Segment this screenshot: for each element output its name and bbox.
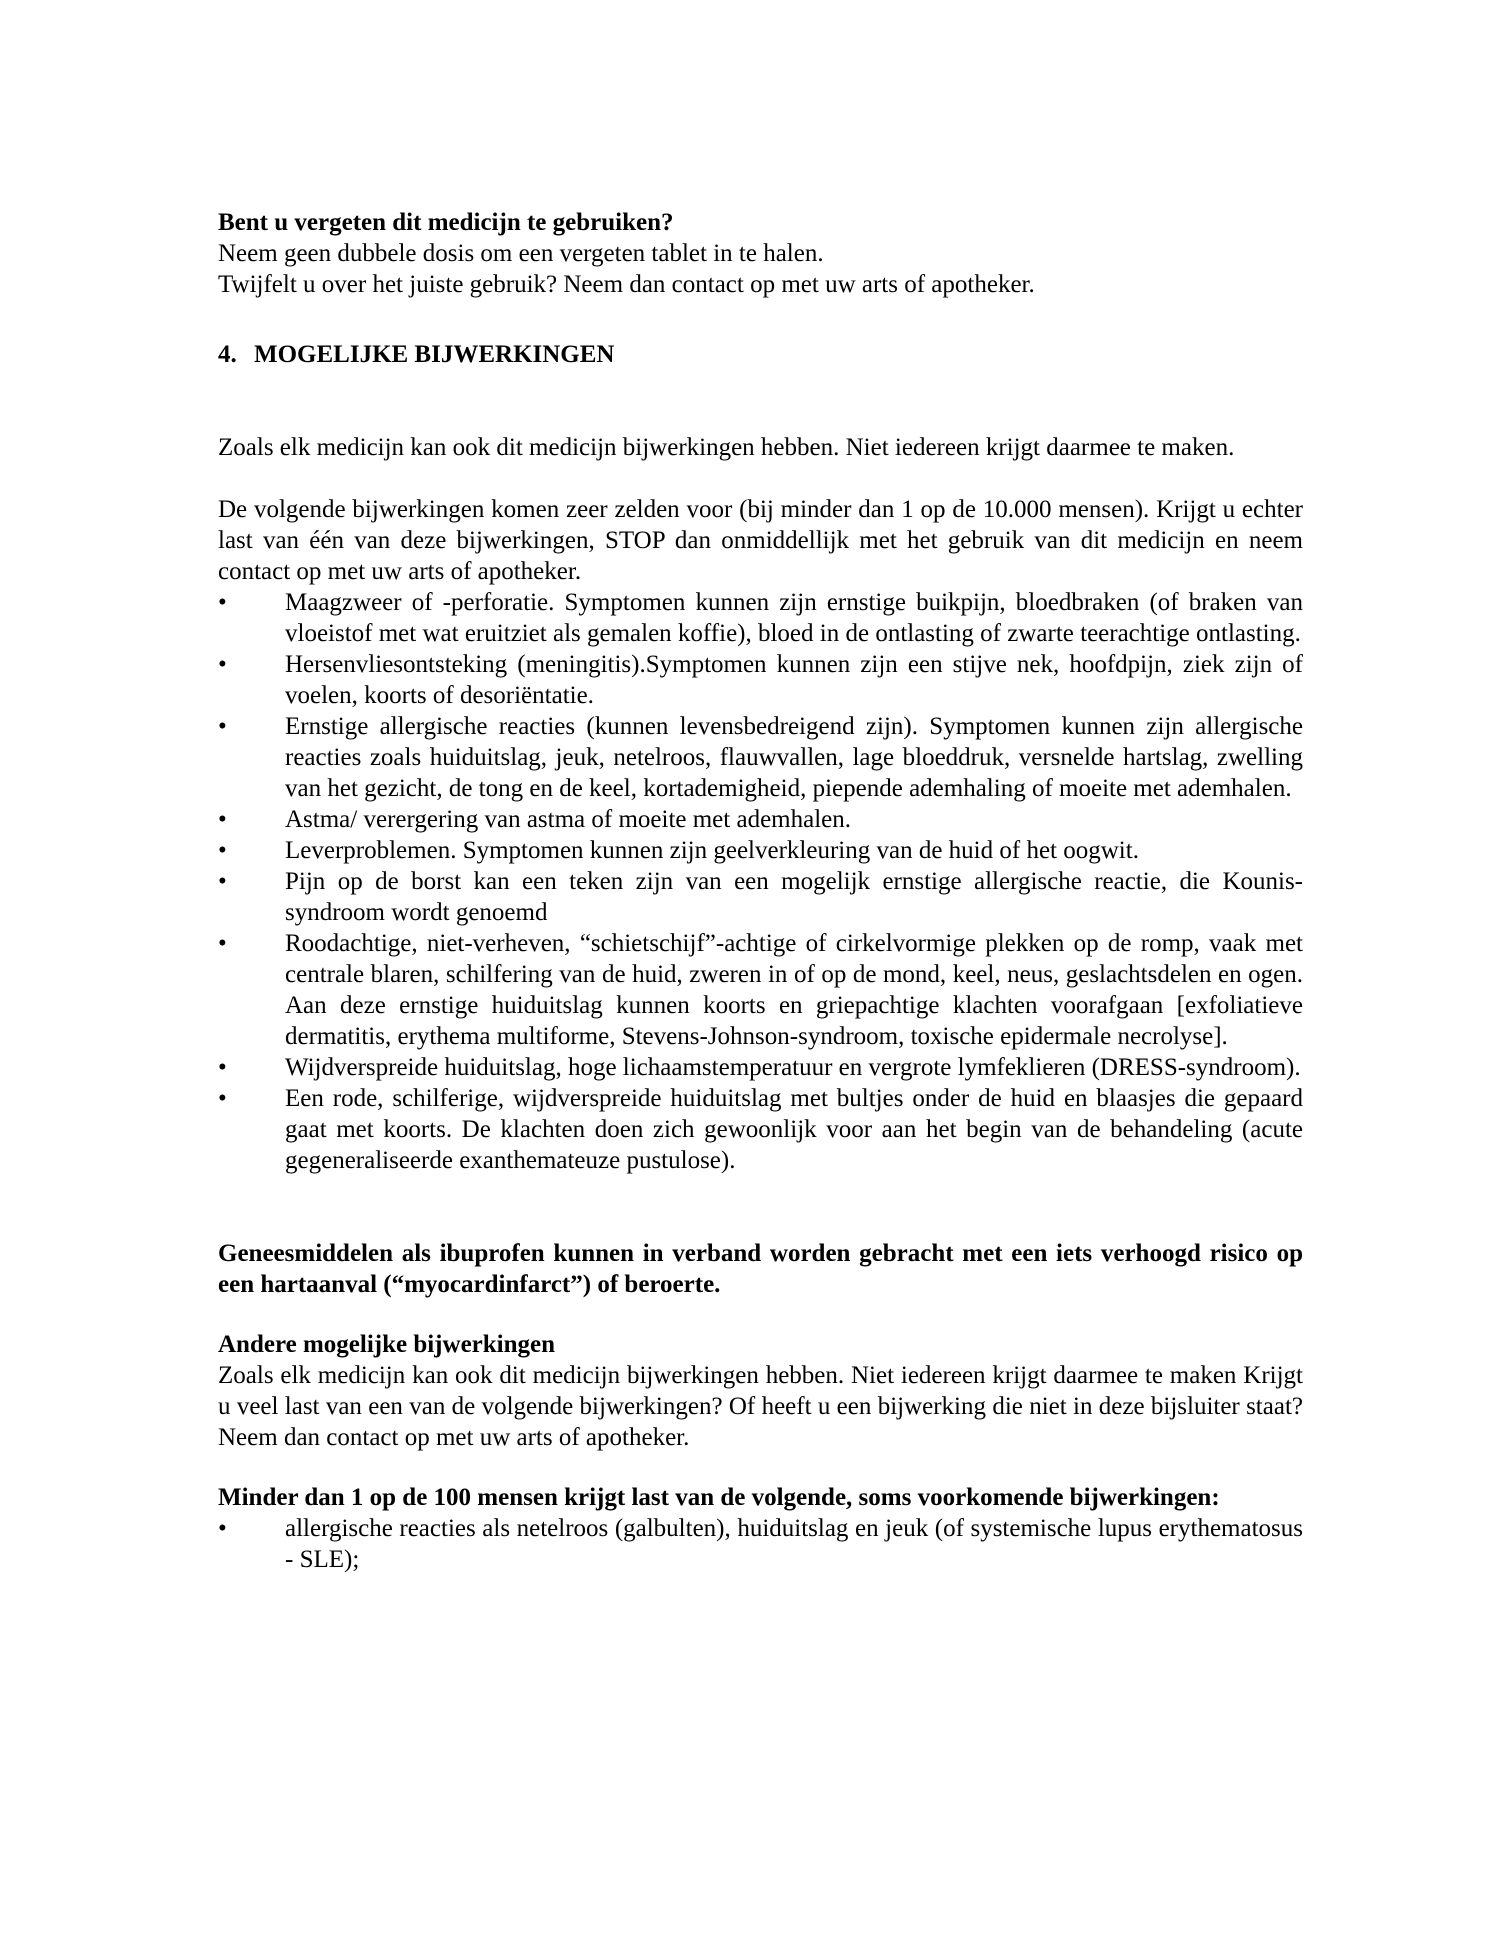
very-rare-list — [218, 587, 1303, 1176]
forgot-dose-heading: Bent u vergeten dit medicijn te gebruiken? — [218, 209, 674, 236]
bullet-icon: • — [218, 1085, 227, 1112]
list-item: • Wijdverspreide huiduitslag, hoge lichaamstemperatuur en vergrote lymfeklieren (DRESS-syndroom). — [218, 1054, 1301, 1081]
ibuprofen-warning: Geneesmiddelen als ibuprofen kunnen in verband worden gebracht met een iets verhoogd risico op een hartaanval (“myocardinfarct”) of beroerte. — [218, 1240, 1303, 1298]
forgot-dose-line: Twijfelt u over het juiste gebruik? Neem dan contact op met uw arts of apotheker. — [218, 271, 1035, 298]
section-title: MOGELIJKE BIJWERKINGEN — [254, 341, 615, 368]
list-item: • Leverproblemen. Symptomen kunnen zijn geelverkleuring van de huid of het oogwit. — [218, 837, 1139, 864]
side-effects-intro: Zoals elk medicijn kan ook dit medicijn bijwerkingen hebben. Niet iedereen krijgt daarmee te maken. — [218, 434, 1235, 461]
uncommon-heading: Minder dan 1 op de 100 mensen krijgt last van de volgende, soms voorkomende bijwerkingen: — [218, 1484, 1220, 1511]
list-item: • Hersenvliesontsteking (meningitis).Symptomen kunnen zijn een stijve nek, hoofdpijn, ziek zijn of voelen, koorts of desoriëntatie. — [218, 651, 1303, 709]
list-item: • Astma/ verergering van astma of moeite met ademhalen. — [218, 806, 852, 833]
section-number: 4. — [218, 341, 237, 368]
forgot-dose-line: Neem geen dubbele dosis om een vergeten tablet in te halen. — [218, 240, 824, 267]
bullet-icon: • — [218, 837, 227, 864]
bullet-icon: • — [218, 930, 227, 957]
bullet-icon: • — [218, 713, 227, 740]
other-side-effects-heading: Andere mogelijke bijwerkingen — [218, 1331, 556, 1358]
other-side-effects-text: Zoals elk medicijn kan ook dit medicijn bijwerkingen hebben. Niet iedereen krijgt daarmee te maken Krijgt u veel last van een van de volgende bijwerkingen? Of heeft u een bijwerking die niet in deze bijsluiter staat? Neem dan contact op met uw arts of apotheker. — [218, 1362, 1303, 1451]
page-content — [218, 207, 1303, 1575]
list-item: • Een rode, schilferige, wijdverspreide huiduitslag met bultjes onder de huid en blaasjes die gepaard gaat met koorts. De klachten doen zich gewoonlijk voor aan het begin van de behandeling (acute gegeneraliseerde exanthemateuze pustulose). — [218, 1085, 1303, 1174]
list-item: • Pijn op de borst kan een teken zijn van een mogelijk ernstige allergische reactie, die Kounis-syndroom wordt genoemd — [218, 868, 1303, 926]
list-item: • Maagzweer of -perforatie. Symptomen kunnen zijn ernstige buikpijn, bloedbraken (of braken van vloeistof met wat eruitziet als gemalen koffie), bloed in de ontlasting of zwarte teerachtige ontlasting. — [218, 589, 1303, 647]
list-item: • allergische reacties als netelroos (galbulten), huiduitslag en jeuk (of systemische lupus erythematosus - SLE); — [218, 1515, 1303, 1573]
list-item: • Ernstige allergische reacties (kunnen levensbedreigend zijn). Symptomen kunnen zijn allergische reacties zoals huiduitslag, jeuk, netelroos, flauwvallen, lage bloeddruk, versnelde hartslag, zwelling van het gezicht, de tong en de keel, kortademigheid, piepende ademhaling of moeite met ademhalen. — [218, 713, 1303, 802]
bullet-icon: • — [218, 589, 227, 616]
very-rare-intro: De volgende bijwerkingen komen zeer zelden voor (bij minder dan 1 op de 10.000 mensen). Krijgt u echter last van één van deze bijwerkingen, STOP dan onmiddellijk met het gebruik van dit medicijn en neem contact op met uw arts of apotheker. — [218, 496, 1303, 585]
section-4-heading — [218, 339, 1303, 370]
bullet-icon: • — [218, 806, 227, 833]
bullet-icon: • — [218, 868, 227, 895]
bullet-icon: • — [218, 651, 227, 678]
uncommon-list — [218, 1513, 1303, 1575]
bullet-icon: • — [218, 1515, 227, 1542]
bullet-icon: • — [218, 1054, 227, 1081]
list-item: • Roodachtige, niet-verheven, “schietschijf”-achtige of cirkelvormige plekken op de romp, vaak met centrale blaren, schilfering van de huid, zweren in of op de mond, keel, neus, geslachtsdelen en ogen. Aan deze ernstige huiduitslag kunnen koorts en griepachtige klachten voorafgaan [exfoliatieve dermatitis, erythema multiforme, Stevens-Johnson-syndroom, toxische epidermale necrolyse]. — [218, 930, 1303, 1050]
